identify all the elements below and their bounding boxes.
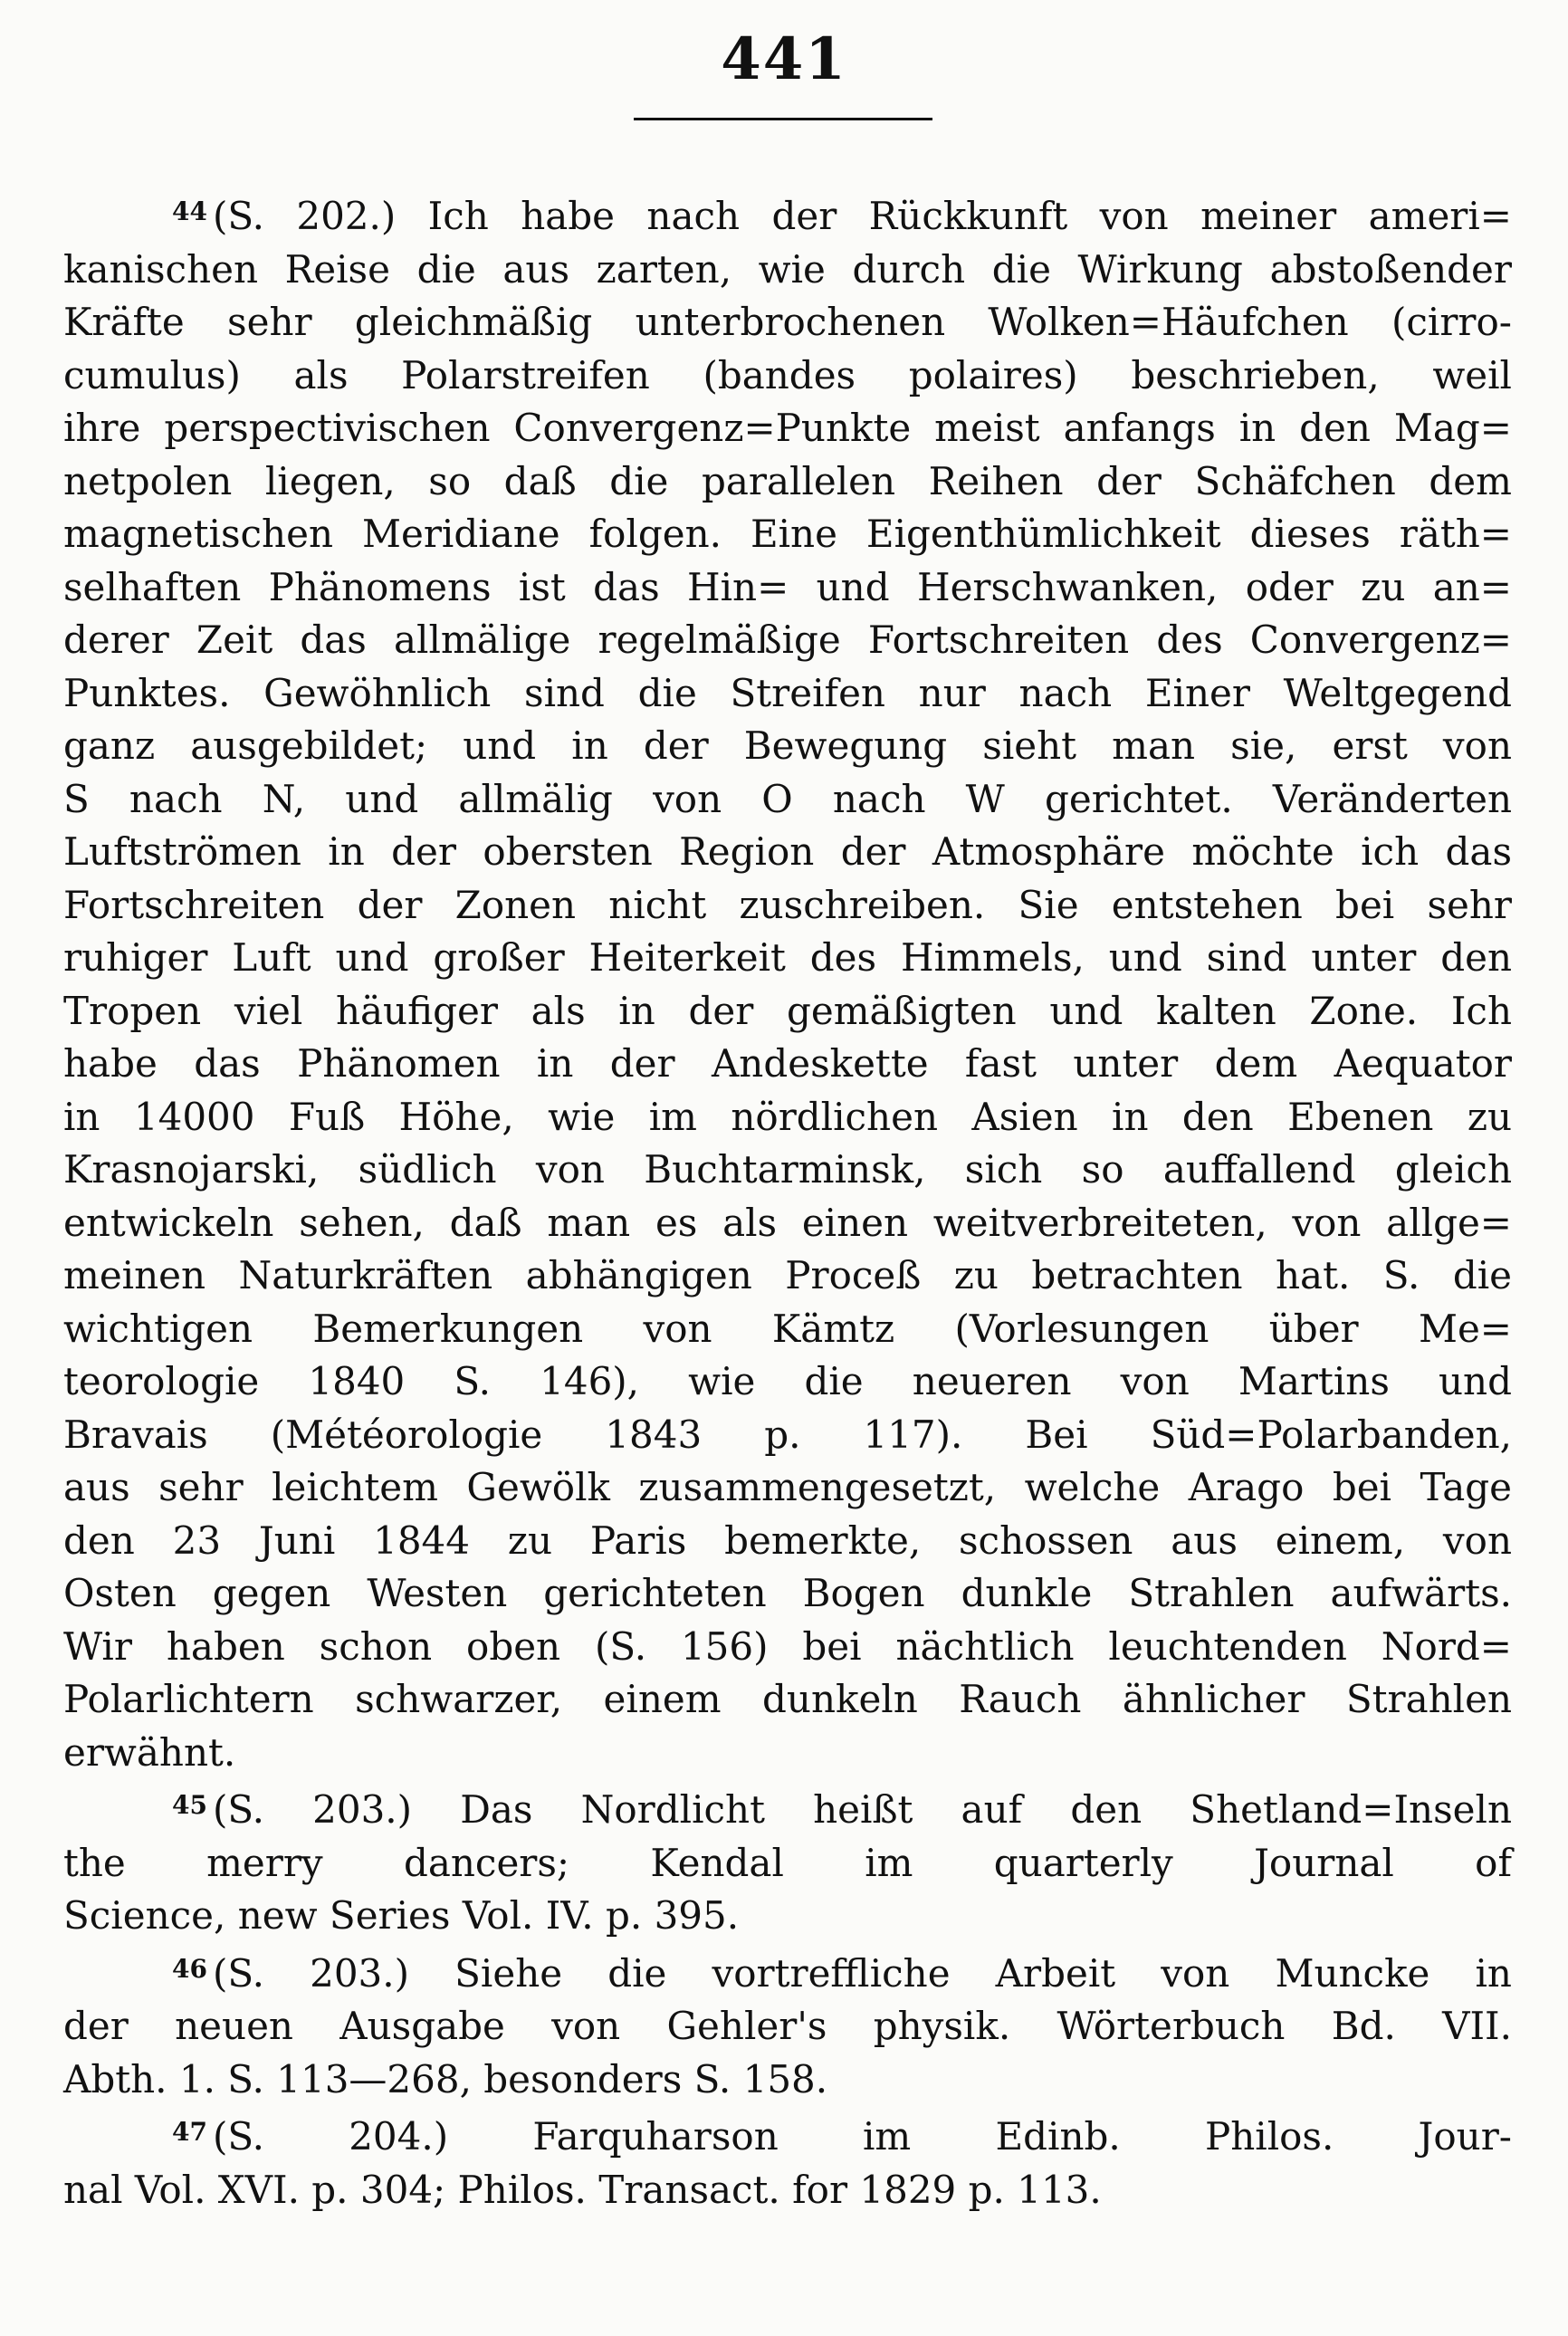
footnote-text: Kräfte sehr gleichmäßig unterbrochenen Wolken=Häufchen (cirro- xyxy=(63,300,1512,344)
footnote-text: Tropen viel häufiger als in der gemäßigten und kalten Zone. Ich xyxy=(63,988,1512,1033)
footnote-line xyxy=(63,296,1512,349)
footnote-line xyxy=(63,2164,1512,2217)
footnote-text: cumulus) als Polarstreifen (bandes polaires) beschrieben, weil xyxy=(63,352,1512,397)
footnote-line xyxy=(63,1837,1512,1891)
footnote-text: the merry dancers; Kendal im quarterly Journal of xyxy=(63,1840,1512,1885)
footnote-line xyxy=(63,1038,1512,1091)
header-rule xyxy=(634,118,932,120)
footnote-44 xyxy=(63,186,1512,1779)
footnote-line xyxy=(63,1197,1512,1250)
footnote-text: Wir haben schon oben (S. 156) bei nächtlich leuchtenden Nord= xyxy=(63,1623,1512,1669)
footnote-line xyxy=(63,1144,1512,1197)
footnote-line xyxy=(63,667,1512,721)
footnote-text: habe das Phänomen in der Andeskette fast unter dem Aequator xyxy=(63,1041,1512,1086)
footnotes-block xyxy=(63,186,1512,2216)
footnote-text: den 23 Juni 1844 zu Paris bemerkte, schossen aus einem, von xyxy=(63,1517,1512,1563)
footnote-text: erwähnt. xyxy=(63,1729,236,1775)
footnote-number: 45 xyxy=(172,1790,207,1820)
footnote-text: S nach N, und allmälig von O nach W gerichtet. Veränderten xyxy=(63,776,1512,821)
footnote-text: nal Vol. XVI. p. 304; Philos. Transact. for 1829 p. 113. xyxy=(63,2167,1102,2212)
footnote-line xyxy=(63,2000,1512,2054)
footnote-text: netpolen liegen, so daß die parallelen Reihen der Schäfchen dem xyxy=(63,458,1512,503)
footnote-line xyxy=(63,455,1512,509)
footnote-text: magnetischen Meridiane folgen. Eine Eigenthümlichkeit dieses räth= xyxy=(63,512,1512,556)
footnote-text: entwickeln sehen, daß man es als einen weitverbreiteten, von allge= xyxy=(63,1200,1512,1245)
footnote-line xyxy=(63,614,1512,667)
footnote-text: teorologie 1840 S. 146), wie die neueren von Martins und xyxy=(63,1359,1512,1403)
footnote-text: meinen Naturkräften abhängigen Proceß zu betrachten hat. S. die xyxy=(63,1253,1512,1297)
footnote-text: Luftströmen in der obersten Region der Atmosphäre möchte ich das xyxy=(63,829,1512,874)
footnote-line xyxy=(63,1515,1512,1568)
footnote-line xyxy=(63,985,1512,1039)
footnote-text: kanischen Reise die aus zarten, wie durch die Wirkung abstoßender xyxy=(63,246,1512,292)
footnote-line xyxy=(63,720,1512,773)
footnote-line xyxy=(63,932,1512,985)
footnote-text: Punktes. Gewöhnlich sind die Streifen nur nach Einer Weltgegend xyxy=(63,670,1512,715)
footnote-46 xyxy=(63,1943,1512,2107)
footnote-number: 44 xyxy=(172,196,207,226)
footnote-text: Bravais (Météorologie 1843 p. 117). Bei Süd=Polarbanden, xyxy=(63,1412,1512,1457)
footnote-text: Fortschreiten der Zonen nicht zuschreiben. Sie entstehen bei sehr xyxy=(63,882,1512,927)
footnote-line xyxy=(63,1355,1512,1409)
footnote-47 xyxy=(63,2106,1512,2216)
footnote-line xyxy=(63,2106,1512,2164)
footnote-text: aus sehr leichtem Gewölk zusammengesetzt, welche Arago bei Tage xyxy=(63,1465,1512,1509)
footnote-text: Polarlichtern schwarzer, einem dunkeln Rauch ähnlicher Strahlen xyxy=(63,1677,1512,1721)
footnote-line xyxy=(63,879,1512,933)
footnote-text: (S. 202.) Ich habe nach der Rückkunft von meiner ameri= xyxy=(212,194,1512,238)
footnote-line xyxy=(63,1621,1512,1674)
footnote-line xyxy=(63,1567,1512,1621)
footnote-text: ihre perspectivischen Convergenz=Punkte meist anfangs in den Mag= xyxy=(63,406,1512,450)
footnote-text: Abth. 1. S. 113—268, besonders S. 158. xyxy=(63,2056,828,2101)
footnote-text: (S. 203.) Siehe die vortreffliche Arbeit von Muncke in xyxy=(212,1950,1512,1996)
footnote-line xyxy=(63,1461,1512,1515)
footnote-line xyxy=(63,1409,1512,1462)
footnote-line xyxy=(63,1779,1512,1837)
footnote-line xyxy=(63,1673,1512,1727)
footnote-text: in 14000 Fuß Höhe, wie im nördlichen Asien in den Ebenen zu xyxy=(63,1094,1512,1139)
footnote-line xyxy=(63,1303,1512,1356)
footnote-line xyxy=(63,561,1512,615)
footnote-line xyxy=(63,1943,1512,2001)
page-number: 441 xyxy=(721,25,847,93)
footnote-text: (S. 204.) Farquharson im Edinb. Philos. Jour- xyxy=(212,2114,1512,2159)
footnote-text: wichtigen Bemerkungen von Kämtz (Vorlesungen über Me= xyxy=(63,1306,1512,1351)
footnote-line xyxy=(63,826,1512,879)
footnote-line xyxy=(63,402,1512,455)
footnote-text: ganz ausgebildet; und in der Bewegung sieht man sie, erst von xyxy=(63,723,1512,768)
footnote-text: derer Zeit das allmälige regelmäßige Fortschreiten des Convergenz= xyxy=(63,618,1512,662)
footnote-number: 47 xyxy=(172,2117,207,2147)
footnote-line xyxy=(63,508,1512,561)
footnote-line xyxy=(63,773,1512,827)
footnote-line xyxy=(63,2054,1512,2107)
footnote-text: Science, new Series Vol. IV. p. 395. xyxy=(63,1893,740,1938)
footnote-line xyxy=(63,1249,1512,1303)
footnote-line xyxy=(63,244,1512,297)
footnote-text: ruhiger Luft und großer Heiterkeit des Himmels, und sind unter den xyxy=(63,935,1512,980)
footnote-text: (S. 203.) Das Nordlicht heißt auf den Shetland=Inseln xyxy=(212,1787,1512,1832)
footnote-text: selhaften Phänomens ist das Hin= und Herschwanken, oder zu an= xyxy=(63,564,1512,609)
footnote-number: 46 xyxy=(172,1953,207,1984)
footnote-line xyxy=(63,349,1512,403)
footnote-text: Krasnojarski, südlich von Buchtarminsk, sich so auffallend gleich xyxy=(63,1147,1512,1192)
footnote-45 xyxy=(63,1779,1512,1943)
footnote-text: Osten gegen Westen gerichteten Bogen dunkle Strahlen aufwärts. xyxy=(63,1571,1512,1615)
footnote-line xyxy=(63,1890,1512,1943)
footnote-line xyxy=(63,1727,1512,1780)
footnote-line xyxy=(63,1091,1512,1144)
footnote-text: der neuen Ausgabe von Gehler's physik. Wörterbuch Bd. VII. xyxy=(63,2004,1512,2048)
footnote-line xyxy=(63,186,1512,244)
